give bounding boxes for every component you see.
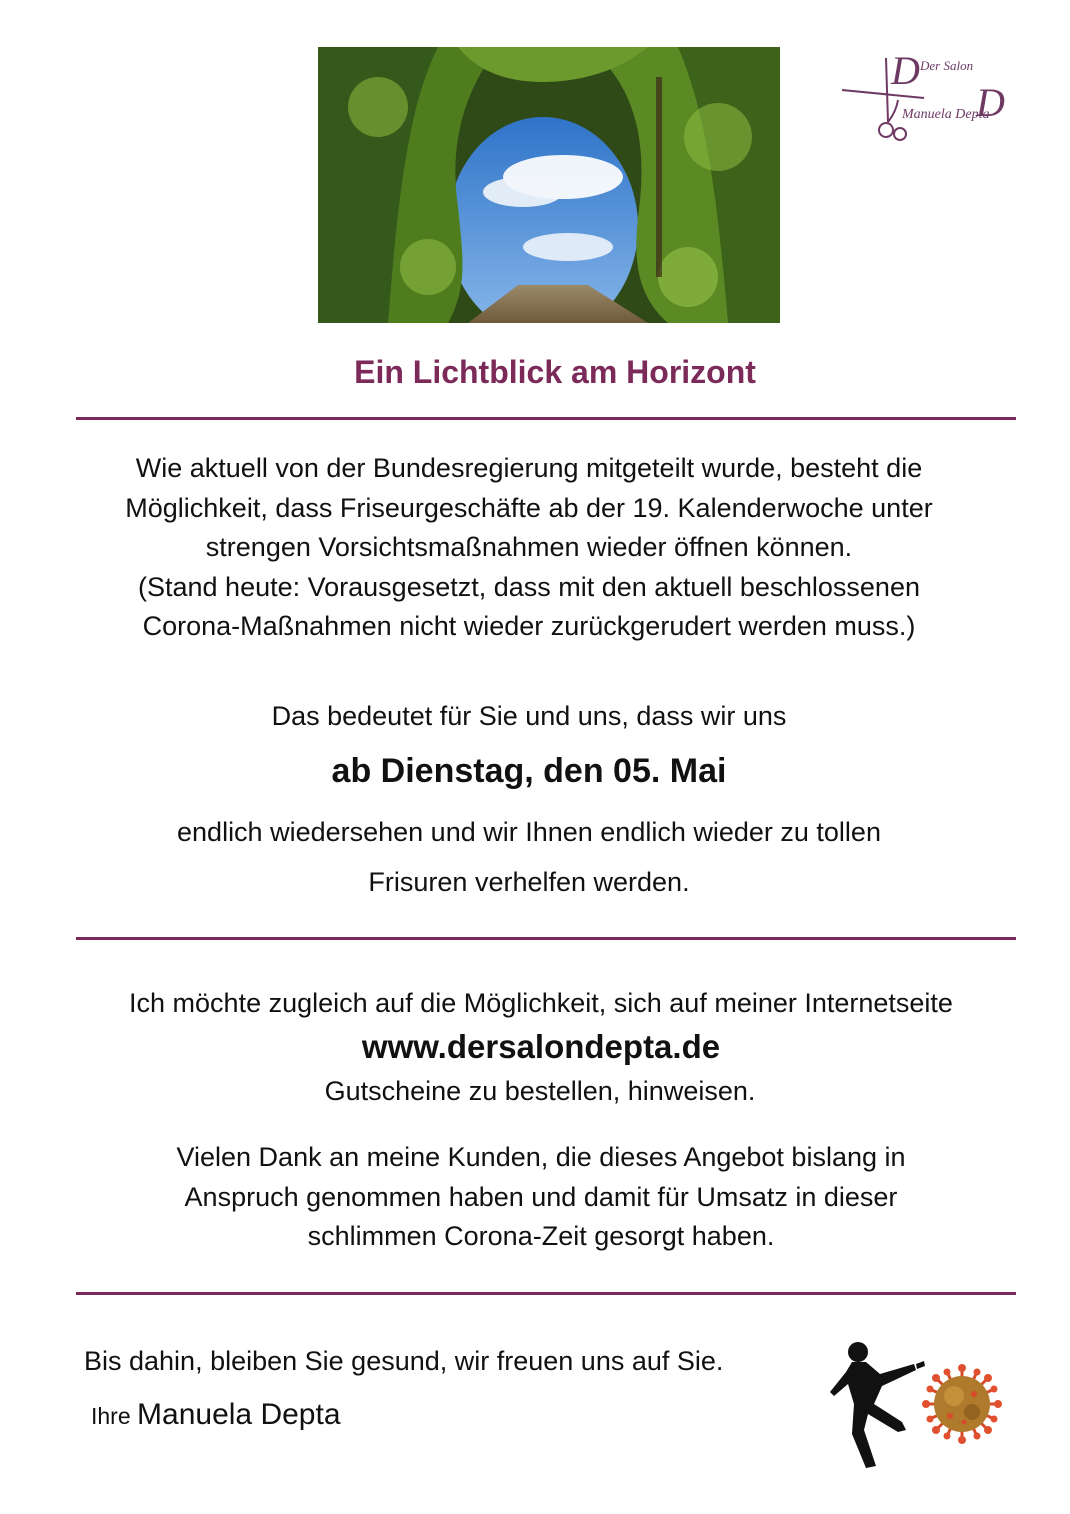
intro-line: Möglichkeit, dass Friseurgeschäfte ab der 19. Kalenderwoche unter [125,492,933,523]
page-title: Ein Lichtblick am Horizont [354,354,756,390]
sign-name: Manuela Depta [137,1398,341,1431]
meaning-rest-line: Frisuren verhelfen werden. [368,867,690,897]
voucher-tail [0,1072,1070,1112]
intro-line: Corona-Maßnahmen nicht wieder zurückgerudert werden muss.) [142,611,916,641]
signature [91,1398,341,1432]
salon-logo [836,50,1036,142]
voucher-lead-text: Ich möchte zugleich auf die Möglichkeit, sich auf meiner Internetseite [129,988,953,1018]
thanks-line: Anspruch genommen haben und damit für Umsatz in dieser [184,1181,898,1212]
logo-line1: Der Salon [920,58,974,73]
intro-line: Wie aktuell von der Bundesregierung mitgeteilt wurde, besteht die [135,453,923,483]
divider-2 [76,937,1016,940]
voucher-tail-text: Gutscheine zu bestellen, hinweisen. [324,1076,756,1106]
kicking-virus-icon [822,1334,1022,1474]
reopening-date: ab Dienstag, den 05. Mai [331,752,727,790]
website-link[interactable]: www.dersalondepta.de [361,1028,721,1065]
intro-line: (Stand heute: Vorausgesetzt, dass mit den aktuell beschlossenen [138,571,920,602]
closing-line: Bis dahin, bleiben Sie gesund, wir freuen uns auf Sie. [84,1346,724,1376]
logo-big-d2: D [976,80,1005,125]
intro-line: strengen Vorsichtsmaßnahmen wieder öffnen können. [205,532,853,562]
logo-big-d1: D [891,50,920,93]
thanks-paragraph [0,1138,1070,1257]
intro-paragraph [0,449,1058,647]
virus-icon [922,1364,1002,1444]
thanks-line: schlimmen Corona-Zeit gesorgt haben. [307,1221,775,1251]
divider-3 [76,1292,1016,1295]
divider-1 [76,417,1016,420]
meaning-rest [0,807,1058,907]
forest-path-photo [318,47,780,323]
silhouette-icon [830,1342,925,1468]
sign-prefix: Ihre [91,1403,131,1429]
meaning-lead-text: Das bedeutet für Sie und uns, dass wir uns [271,701,787,731]
logo-line2: Manuela Depta [902,107,990,122]
voucher-lead [0,984,1070,1024]
thanks-line: Vielen Dank an meine Kunden, die dieses Angebot bislang in [176,1142,906,1172]
meaning-lead [0,697,1058,737]
meaning-rest-line: endlich wiedersehen und wir Ihnen endlich wieder zu tollen [177,817,881,847]
